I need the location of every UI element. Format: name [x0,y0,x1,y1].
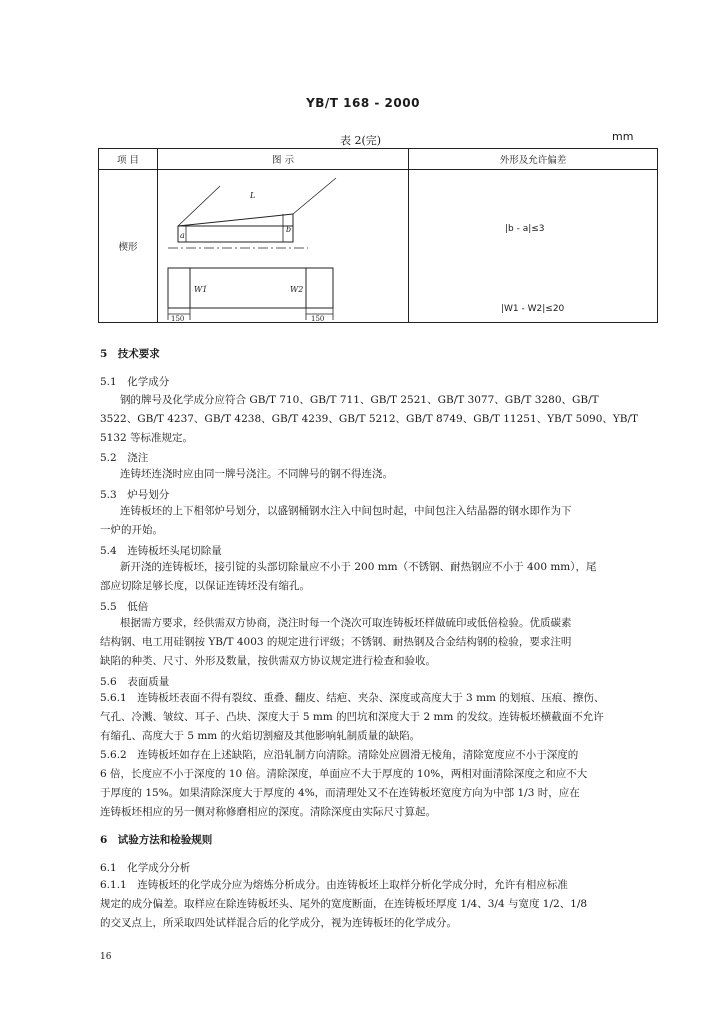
spec-table [98,148,658,323]
section-5-5-line-1: 根据需方要求，经供需双方协商，浇注时每一个浇次可取连铸板坯样做硫印或低倍检验。优质碳素 [120,617,572,629]
section-5-1-line-1: 钢的牌号及化学成分应符合 GB/T 710、GB/T 711、GB/T 2521、GB/T 3077、GB/T 3280、GB/T [120,394,599,406]
section-5-5-line-3: 缺陷的种类、尺寸、外形及数量，按供需双方协议规定进行检查和验收。 [100,655,436,667]
section-5-6-1-line-3: 有缩孔、高度大于 5 mm 的火焰切割瘤及其他影响轧制质量的缺陷。 [100,730,421,742]
section-5-4-title: 5.4 连铸板坯头尾切除量 [100,545,222,557]
wedge-diagram [158,170,408,322]
section-5-6-2-line-3: 于厚度的 15%。如果清除深度大于厚度的 4%，而清理处又不在连铸板坯宽度方向为中部 1/3 时，应在 [100,787,580,799]
document-header: YB/T 168 - 2000 [306,96,420,110]
section-5-3-line-2: 一炉的开始。 [100,524,163,536]
wedge-side-outline [178,226,293,242]
section-5-1-title: 5.1 化学成分 [100,376,170,388]
section-5-2-line-1: 连铸坯连浇时应由同一牌号浇注。不同牌号的钢不得连浇。 [120,468,393,480]
col-header-figure: 图 示 [158,149,409,170]
section-5-4-line-2: 部应切除足够长度，以保证连铸坯没有缩孔。 [100,580,310,592]
section-5-6-2-line-1: 5.6.2 连铸板坯如存在上述缺陷，应沿轧制方向清除。清除处应圆滑无棱角，清除宽度应不小于深度的 [100,749,579,761]
section-6-1-title: 6.1 化学成分分析 [100,862,191,874]
wedge-plan-outline [168,268,333,308]
label-L: L [250,191,256,200]
section-5-title: 5 技术要求 [100,348,160,360]
length-extension-left [178,186,220,226]
section-6-1-1-line-3: 的交叉点上，所采取四处试样混合后的化学成分，视为连铸板坯的化学成分。 [100,917,457,929]
section-5-6-2-line-2: 6 倍，长度应不小于深度的 10 倍。清除深度，单面应不大于厚度的 10%，两相对面清除深度之和应不大 [100,768,588,780]
label-a: a [180,231,185,240]
wedge-slope-line [178,214,293,226]
table-unit: mm [612,130,634,143]
label-b: b [286,225,292,234]
section-5-3-title: 5.3 炉号划分 [100,489,170,501]
label-w1: W1 [194,285,208,294]
section-6-1-1-line-2: 规定的成分偏差。取样应在除连铸板坯头、尾外的宽度断面，在连铸板坯厚度 1/4、3/4 与宽度 1/2、1/8 [100,898,588,910]
tolerance-cell [409,170,657,322]
label-dim-left: 150 [171,315,185,322]
section-5-6-2-line-4: 连铸板坯相应的另一侧对称修磨相应的深度。清除深度由实际尺寸算起。 [100,806,436,818]
page-number: 16 [100,952,112,962]
section-5-6-1-line-1: 5.6.1 连铸板坯表面不得有裂纹、重叠、翻皮、结疤、夹杂、深度或高度大于 3 mm 的划痕、压痕、擦伤、 [100,692,605,704]
section-5-2-title: 5.2 浇注 [100,452,149,464]
label-dim-right: 150 [311,315,325,322]
section-5-5-title: 5.5 低倍 [100,601,149,613]
length-extension-right [293,178,336,214]
tolerance-width: |W1 - W2|≤20 [501,304,565,314]
section-5-4-line-1: 新开浇的连铸板坯，接引锭的头部切除量应不小于 200 mm（不锈钢、耐热钢应不小于 400 mm），尾 [120,561,597,573]
table-caption: 表 2(完) [340,134,382,147]
col-header-tolerance: 外形及允许偏差 [409,149,658,170]
section-5-3-line-1: 连铸板坯的上下相邻炉号划分，以盛钢桶钢水注入中间包时起，中间包注入结晶器的钢水即作为下 [120,505,572,517]
section-5-5-line-2: 结构钢、电工用硅钢按 YB/T 4003 的规定进行评级；不锈钢、耐热钢及合金结构钢的检验，要求注明 [100,636,572,648]
tolerance-thickness: |b - a|≤3 [505,224,545,234]
section-6-1-1-line-1: 6.1.1 连铸板坯的化学成分应为熔炼分析成分。由连铸板坯上取样分析化学成分时，允许有相应标准 [100,879,568,891]
section-5-1-line-3: 5132 等标准规定。 [100,432,194,444]
label-w2: W2 [290,285,304,294]
wedge-figure [158,170,408,322]
row-name-wedge: 楔形 [99,170,158,323]
section-6-title: 6 试验方法和检验规则 [100,834,213,846]
col-header-item: 项 目 [99,149,158,170]
section-5-6-1-line-2: 气孔、冷溅、皱纹、耳子、凸块、深度大于 5 mm 的凹坑和深度大于 2 mm 的发纹。连铸板坯横截面不允许 [100,711,604,723]
section-5-1-line-2: 3522、GB/T 4237、GB/T 4238、GB/T 4239、GB/T 5212、GB/T 8749、GB/T 11251、YB/T 5090、YB/T [100,413,639,425]
section-5-6-title: 5.6 表面质量 [100,676,170,688]
